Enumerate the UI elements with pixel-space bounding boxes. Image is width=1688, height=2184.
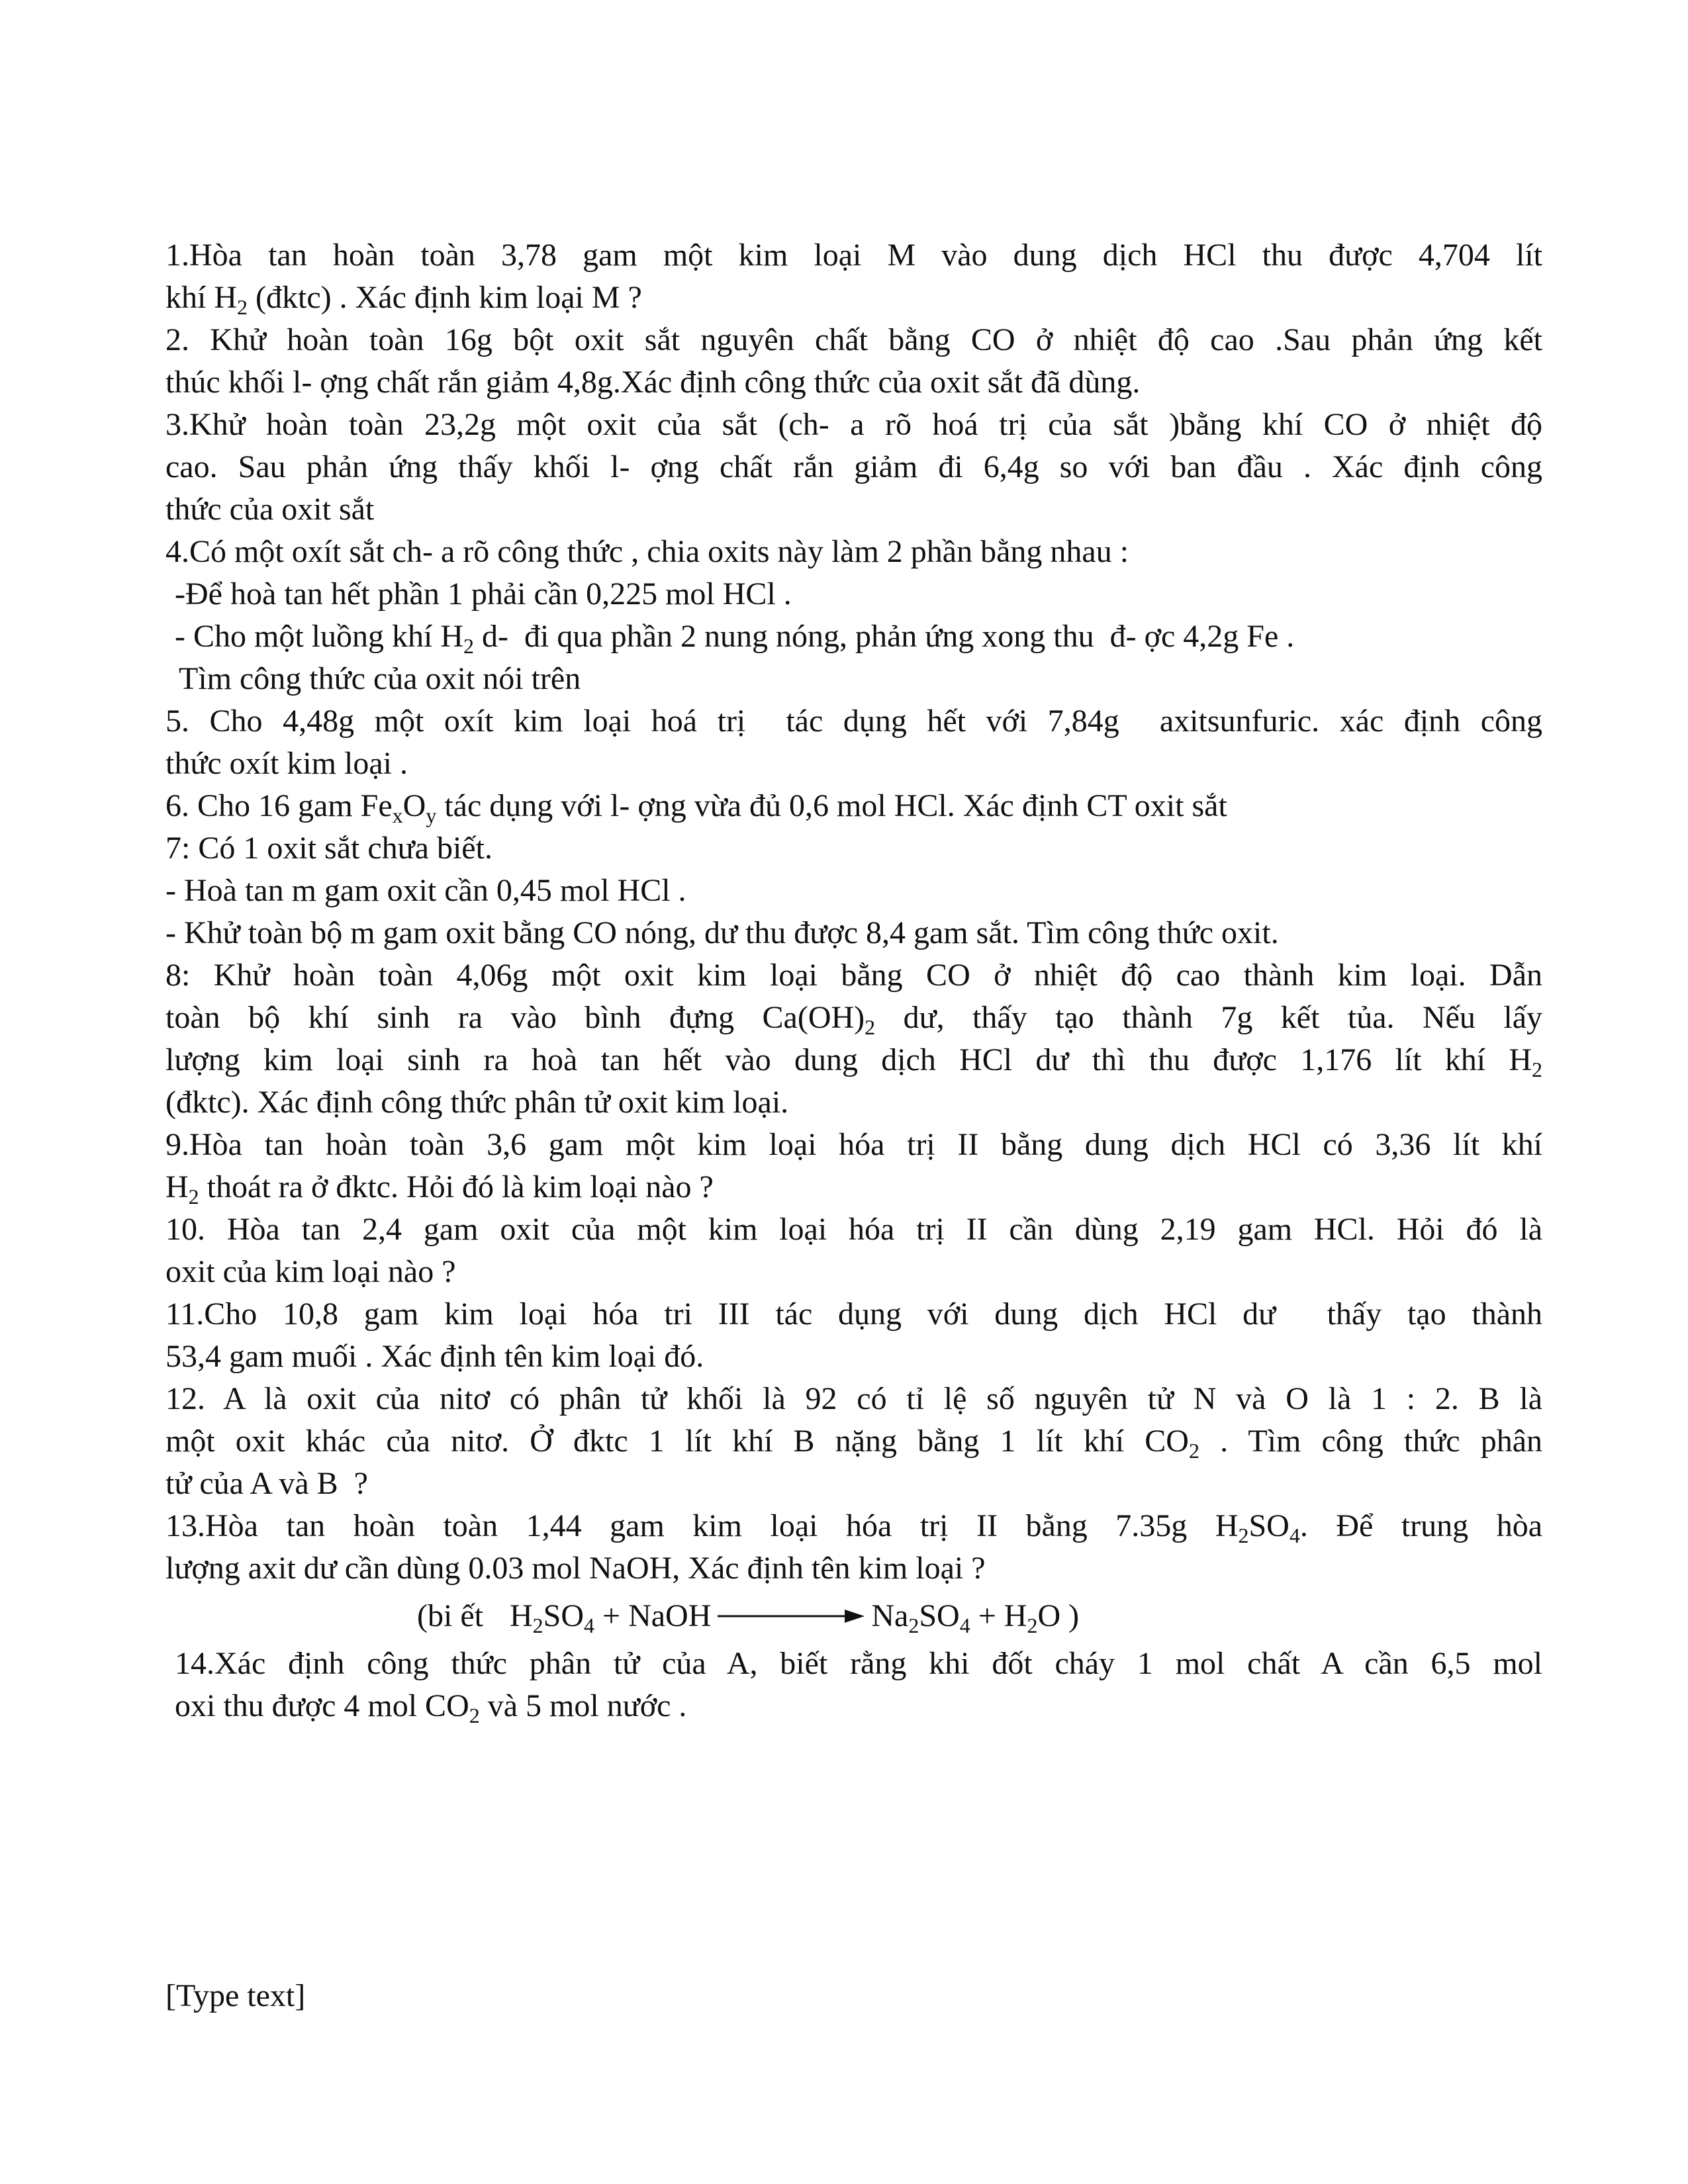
problem-6-line-1: 6. Cho 16 gam $Fe_xO_y$ tác dụng với l- ợng vừa đủ 0,6 mol HCl. Xác định CT oxit sắt xyxy=(165,788,1227,827)
problem-4-line-3: - Cho một luồng khí $H_2$ d- đi qua phần 2 nung nóng, phản ứng xong thu đ- ợc 4,2g Fe . xyxy=(175,619,1295,658)
problem-3-line-2: cao. Sau phản ứng thấy khối l- ợng chất rắn giảm đi 6,4g so với ban đầu . Xác định công xyxy=(165,449,1542,484)
problem-7-line-1: 7: Có 1 oxit sắt chưa biết. xyxy=(165,831,492,866)
problem-5-line-2: thức oxít kim loại . xyxy=(165,746,408,781)
problem-3-line-3: thức của oxit sắt xyxy=(165,492,375,527)
equation-reactants: $H_2SO_4$ + NaOH xyxy=(509,1598,712,1637)
problem-4-line-4: Tìm công thức của oxit nói trên xyxy=(179,661,581,696)
problem-10-line-2: oxit của kim loại nào ? xyxy=(165,1254,456,1289)
problem-8-line-1: 8: Khử hoàn toàn 4,06g một oxit kim loại bằng CO ở nhiệt độ cao thành kim loại. Dẫn xyxy=(165,958,1542,993)
problem-14-line-1: 14.Xác định công thức phân tử của A, biết rằng khi đốt cháy 1 mol chất A cần 6,5 mol xyxy=(175,1646,1542,1681)
problem-1-line-1: 1.Hòa tan hoàn toàn 3,78 gam một kim loại M vào dung dịch HCl thu được 4,704 lít xyxy=(165,238,1542,273)
problem-4-line-1: 4.Có một oxít sắt ch- a rõ công thức , chia oxits này làm 2 phần bằng nhau : xyxy=(165,534,1129,569)
problem-3-line-1: 3.Khử hoàn toàn 23,2g một oxit của sắt (ch- a rõ hoá trị của sắt )bằng khí CO ở nhiệt độ xyxy=(165,407,1542,442)
problem-14-line-2: oxi thu được 4 mol $CO_2$ và 5 mol nước . xyxy=(175,1688,687,1727)
problem-9-line-1: 9.Hòa tan hoàn toàn 3,6 gam một kim loại hóa trị II bằng dung dịch HCl có 3,36 lít khí xyxy=(165,1127,1542,1162)
problem-1-line-2: khí $H_2$ (đktc) . Xác định kim loại M ? xyxy=(165,280,642,319)
problem-11-line-2: 53,4 gam muối . Xác định tên kim loại đó. xyxy=(165,1339,704,1374)
problem-12-line-1: 12. A là oxit của nitơ có phân tử khối là 92 có tỉ lệ số nguyên tử N và O là 1 : 2. B là xyxy=(165,1381,1542,1416)
problem-11-line-1: 11.Cho 10,8 gam kim loại hóa tri III tác dụng với dung dịch HCl dư thấy tạo thành xyxy=(165,1297,1542,1332)
problem-7-line-3: - Khử toàn bộ m gam oxit bằng CO nóng, dư thu được 8,4 gam sắt. Tìm công thức oxit. xyxy=(165,915,1279,950)
problem-5-line-1: 5. Cho 4,48g một oxít kim loại hoá trị tác dụng hết với 7,84g axitsunfuric. xác định công xyxy=(165,704,1542,739)
equation-products: $Na_2SO_4 + H_2O$ ) xyxy=(871,1598,1080,1637)
problem-8-line-2: toàn bộ khí sinh ra vào bình đựng $Ca(OH)_2$ dư, thấy tạo thành 7g kết tủa. Nếu lấy xyxy=(165,1000,1542,1039)
problem-4-line-2: -Để hoà tan hết phần 1 phải cần 0,225 mol HCl . xyxy=(175,576,792,612)
problem-9-line-2: $H_2$ thoát ra ở đktc. Hỏi đó là kim loại nào ? xyxy=(165,1169,714,1208)
problem-7-line-2: - Hoà tan m gam oxit cần 0,45 mol HCl . xyxy=(165,873,686,908)
problem-13-line-2: lượng axit dư cần dùng 0.03 mol NaOH, Xác định tên kim loại ? xyxy=(165,1551,986,1586)
problem-12-line-3: tử của A và B ? xyxy=(165,1466,368,1501)
problem-8-line-3: lượng kim loại sinh ra hoà tan hết vào dung dịch HCl dư thì thu được 1,176 lít khí $H_2$ xyxy=(165,1042,1542,1081)
problem-list xyxy=(165,234,1542,1727)
equation-open: (bi ết xyxy=(417,1598,483,1633)
problem-12-line-2: một oxit khác của nitơ. Ở đktc 1 lít khí B nặng bằng 1 lít khí $CO_2$ . Tìm công thức phân xyxy=(165,1424,1542,1463)
reaction-arrow-icon xyxy=(715,1603,867,1629)
reaction-equation xyxy=(165,1595,1542,1637)
problem-2-line-1: 2. Khử hoàn toàn 16g bột oxit sắt nguyên chất bằng CO ở nhiệt độ cao .Sau phản ứng kết xyxy=(165,322,1542,357)
problem-8-line-4: (đktc). Xác định công thức phân tử oxit kim loại. xyxy=(165,1085,789,1120)
problem-13-line-1: 13.Hòa tan hoàn toàn 1,44 gam kim loại hóa trị II bằng 7.35g $H_2SO_4$. Để trung hòa xyxy=(165,1508,1542,1547)
problem-2-line-2: thúc khối l- ợng chất rắn giảm 4,8g.Xác định công thức của oxit sắt đã dùng. xyxy=(165,365,1141,400)
footer-placeholder: [Type text] xyxy=(165,1978,306,2013)
problem-10-line-1: 10. Hòa tan 2,4 gam oxit của một kim loại hóa trị II cần dùng 2,19 gam HCl. Hỏi đó là xyxy=(165,1212,1542,1247)
